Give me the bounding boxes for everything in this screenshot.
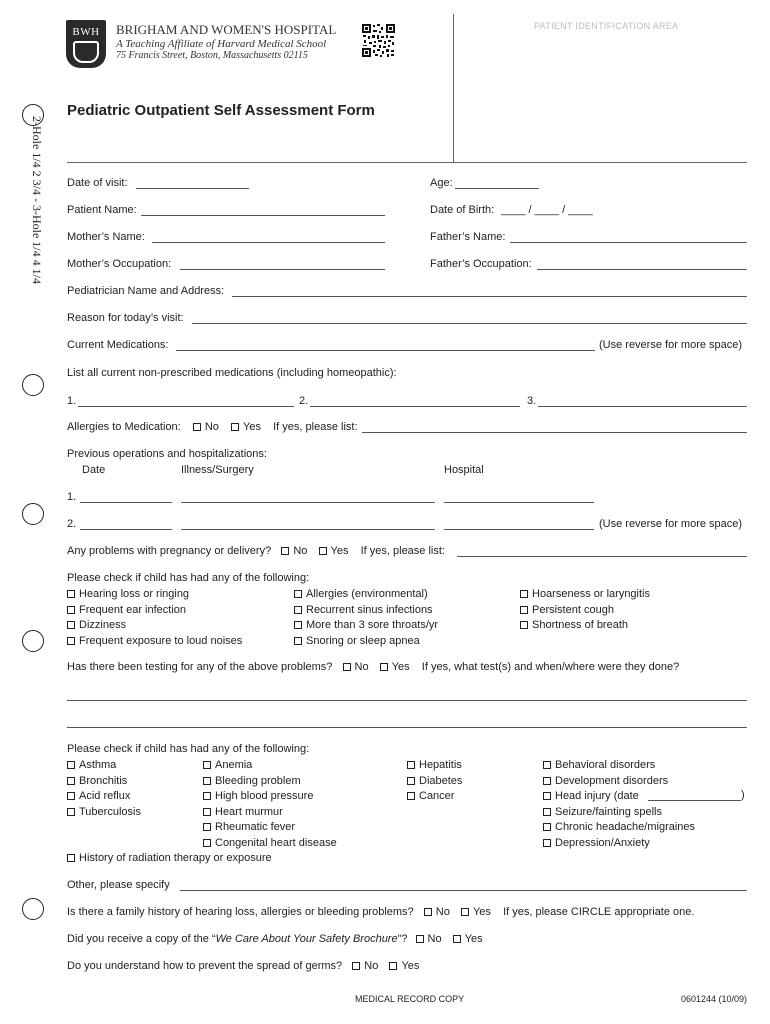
conditions-2-heading: Please check if child has had any of the following: <box>67 743 310 755</box>
condition-checkbox[interactable] <box>543 792 551 800</box>
condition-checkbox[interactable] <box>203 808 211 816</box>
allergies-if-yes-label: If yes, please list: <box>273 421 358 433</box>
condition-label: Asthma <box>79 759 117 771</box>
condition-item[interactable] <box>407 759 462 772</box>
family-history-yes-label: Yes <box>472 906 491 918</box>
pregnancy-no-checkbox[interactable] <box>281 547 289 555</box>
condition-checkbox[interactable] <box>67 792 75 800</box>
date-of-birth-field[interactable]: ____ / ____ / ____ <box>501 204 593 216</box>
radiation-row <box>67 852 272 865</box>
condition-label: Hepatitis <box>419 759 462 771</box>
germs-question: Do you understand how to prevent the spread of germs? <box>67 960 343 972</box>
condition-item[interactable] <box>67 775 127 788</box>
condition-checkbox[interactable] <box>520 606 528 614</box>
germs-no-checkbox[interactable] <box>352 962 360 970</box>
condition-item[interactable] <box>67 806 141 819</box>
condition-checkbox[interactable] <box>67 637 75 645</box>
ops-hospital-field-2[interactable] <box>444 529 594 530</box>
header-rule <box>67 162 747 163</box>
condition-label: More than 3 sore throats/yr <box>306 619 439 631</box>
condition-item[interactable] <box>543 790 639 803</box>
condition-checkbox[interactable] <box>543 839 551 847</box>
condition-label: Head injury (date <box>555 790 639 802</box>
testing-field-1[interactable] <box>67 700 747 701</box>
nonrx-field-1[interactable] <box>78 406 294 407</box>
condition-checkbox[interactable] <box>67 590 75 598</box>
affiliation: A Teaching Affiliate of Harvard Medical School <box>116 38 327 50</box>
id-area-divider <box>453 14 454 162</box>
brochure-title: We Care About Your Safety Brochure <box>215 933 398 945</box>
condition-item[interactable] <box>294 588 428 601</box>
condition-item[interactable] <box>203 806 283 819</box>
condition-label: Bronchitis <box>79 774 128 787</box>
condition-label: Frequent ear infection <box>79 603 187 616</box>
current-medications-label: Current Medications: <box>67 339 169 351</box>
condition-item[interactable] <box>543 821 695 834</box>
condition-label: Hearing loss or ringing <box>79 588 190 600</box>
condition-label: Diabetes <box>419 774 463 787</box>
family-history-label: Is there a family history of hearing loss, allergies or bleeding problems? <box>67 906 414 918</box>
brochure-yes-checkbox[interactable] <box>453 935 461 943</box>
allergies-row <box>67 421 358 434</box>
condition-label: Depression/Anxiety <box>555 836 650 849</box>
condition-item[interactable] <box>67 604 186 617</box>
condition-checkbox[interactable] <box>203 839 211 847</box>
mothers-occupation-field[interactable] <box>180 269 385 270</box>
allergies-yes-checkbox[interactable] <box>231 423 239 431</box>
ops-hospital-field-1[interactable] <box>444 502 594 503</box>
condition-label: Allergies (environmental) <box>306 588 428 600</box>
pediatrician-label: Pediatrician Name and Address: <box>67 285 225 297</box>
testing-row <box>67 661 679 674</box>
condition-item[interactable] <box>407 790 454 803</box>
condition-item[interactable] <box>294 604 433 617</box>
reason-field[interactable] <box>192 323 747 324</box>
age-label: Age: <box>430 177 453 189</box>
condition-label: Congenital heart disease <box>215 836 337 849</box>
logo-emblem <box>73 41 99 63</box>
age-field[interactable] <box>455 188 539 189</box>
condition-checkbox[interactable] <box>520 590 528 598</box>
allergies-list-field[interactable] <box>362 432 747 433</box>
pregnancy-if-yes-label: If yes, please list: <box>360 545 445 557</box>
mothers-name-label: Mother’s Name: <box>67 231 145 243</box>
condition-checkbox[interactable] <box>203 761 211 769</box>
condition-checkbox[interactable] <box>67 761 75 769</box>
condition-checkbox[interactable] <box>407 792 415 800</box>
form-number: 0601244 (10/09) <box>681 994 748 1004</box>
ops-col-date: Date <box>82 464 106 476</box>
punch-hole <box>22 630 44 652</box>
condition-checkbox[interactable] <box>543 823 551 831</box>
condition-label: Heart murmur <box>215 805 283 818</box>
ops-col-illness: Illness/Surgery <box>181 464 254 476</box>
testing-field-2[interactable] <box>67 727 747 728</box>
conditions-1-heading: Please check if child has had any of the following: <box>67 572 310 584</box>
bwh-logo <box>66 20 106 68</box>
condition-label: Persistent cough <box>532 603 614 616</box>
condition-item[interactable] <box>203 837 337 850</box>
pediatrician-field[interactable] <box>232 296 747 297</box>
testing-yes-checkbox[interactable] <box>380 663 388 671</box>
condition-item[interactable] <box>67 635 242 648</box>
condition-item[interactable] <box>543 837 650 850</box>
condition-item[interactable] <box>67 790 130 803</box>
nonrx-field-3[interactable] <box>538 406 747 407</box>
date-of-birth-label: Date of Birth: <box>430 204 495 216</box>
family-history-yes-checkbox[interactable] <box>461 908 469 916</box>
condition-checkbox[interactable] <box>520 621 528 629</box>
other-specify-label: Other, please specify <box>67 879 170 891</box>
fathers-name-field[interactable] <box>510 242 747 243</box>
brochure-yes-label: Yes <box>464 933 483 945</box>
non-prescribed-label: List all current non-prescribed medications (including homeopathic): <box>67 367 397 379</box>
previous-operations-label: Previous operations and hospitalizations: <box>67 448 267 460</box>
use-reverse-note: (Use reverse for more space) <box>599 339 743 351</box>
condition-item[interactable] <box>203 775 301 788</box>
testing-label: Has there been testing for any of the above problems? <box>67 661 333 673</box>
pregnancy-label: Any problems with pregnancy or delivery? <box>67 545 272 557</box>
reason-label: Reason for today’s visit: <box>67 312 184 324</box>
testing-no-label: No <box>354 661 369 673</box>
allergies-label: Allergies to Medication: <box>67 421 181 433</box>
punch-hole <box>22 898 44 920</box>
condition-item[interactable] <box>543 806 662 819</box>
condition-item[interactable] <box>407 775 462 788</box>
condition-item[interactable] <box>67 619 126 632</box>
condition-label: High blood pressure <box>215 790 314 802</box>
other-specify-field[interactable] <box>180 890 747 891</box>
ops-date-field-2[interactable] <box>80 529 172 530</box>
germs-yes-checkbox[interactable] <box>389 962 397 970</box>
patient-id-area-label: PATIENT IDENTIFICATION AREA <box>534 21 679 31</box>
condition-checkbox[interactable] <box>543 777 551 785</box>
hole-margin-text: 2-Hole 1/4 2 3/4 - 3-Hole 1/4 4 1/4 <box>30 116 44 284</box>
radiation-checkbox[interactable] <box>67 854 75 862</box>
condition-item[interactable] <box>67 759 116 772</box>
hospital-name: BRIGHAM AND WOMEN'S HOSPITAL <box>116 22 337 37</box>
condition-checkbox[interactable] <box>67 777 75 785</box>
current-medications-field[interactable] <box>176 350 595 351</box>
ops-illness-field-2[interactable] <box>181 529 435 530</box>
condition-checkbox[interactable] <box>407 761 415 769</box>
family-history-no-label: No <box>435 906 450 918</box>
date-of-visit-field[interactable] <box>136 188 249 189</box>
condition-checkbox[interactable] <box>294 606 302 614</box>
ops-col-hospital: Hospital <box>444 464 484 476</box>
hospital-address: 75 Francis Street, Boston, Massachusetts 02115 <box>116 50 308 61</box>
family-history-no-checkbox[interactable] <box>424 908 432 916</box>
condition-item[interactable] <box>203 759 252 772</box>
form-title: Pediatric Outpatient Self Assessment Form <box>67 102 375 119</box>
condition-label: Frequent exposure to loud noises <box>79 634 243 647</box>
patient-name-label: Patient Name: <box>67 204 137 216</box>
pregnancy-yes-label: Yes <box>330 545 349 557</box>
condition-checkbox[interactable] <box>294 590 302 598</box>
fathers-occupation-field[interactable] <box>537 269 747 270</box>
ops-date-field-1[interactable] <box>80 502 172 503</box>
ops-illness-field-1[interactable] <box>181 502 435 503</box>
condition-label: Cancer <box>419 790 455 802</box>
patient-name-field[interactable] <box>141 215 385 216</box>
pregnancy-yes-checkbox[interactable] <box>319 547 327 555</box>
testing-yes-label: Yes <box>391 661 410 673</box>
condition-label: Acid reflux <box>79 790 131 802</box>
allergies-no-checkbox[interactable] <box>193 423 201 431</box>
germs-no-label: No <box>364 960 379 972</box>
allergies-yes-label: Yes <box>243 421 261 433</box>
condition-checkbox[interactable] <box>407 777 415 785</box>
condition-checkbox[interactable] <box>294 621 302 629</box>
condition-label: Rheumatic fever <box>215 821 296 833</box>
ops-use-reverse-note: (Use reverse for more space) <box>599 518 743 530</box>
fathers-occupation-label: Father’s Occupation: <box>430 258 532 270</box>
condition-label: Bleeding problem <box>215 774 301 787</box>
condition-item[interactable] <box>543 775 668 788</box>
fathers-name-label: Father’s Name: <box>430 231 506 243</box>
condition-checkbox[interactable] <box>67 621 75 629</box>
medical-record-copy: MEDICAL RECORD COPY <box>355 994 465 1004</box>
condition-item[interactable] <box>520 588 650 601</box>
logo-text: BWH <box>72 26 100 38</box>
condition-label: Seizure/fainting spells <box>555 805 663 818</box>
brochure-row <box>67 933 483 946</box>
condition-label: Hoarseness or laryngitis <box>532 588 650 600</box>
condition-item[interactable] <box>203 790 313 803</box>
brochure-no-checkbox[interactable] <box>416 935 424 943</box>
condition-item[interactable] <box>294 619 438 632</box>
allergies-no-label: No <box>204 421 219 433</box>
pregnancy-list-field[interactable] <box>457 556 747 557</box>
condition-label: Anemia <box>215 759 253 771</box>
date-of-visit-label: Date of visit: <box>67 177 128 189</box>
condition-item[interactable] <box>520 604 614 617</box>
head-injury-close-paren: ) <box>741 789 745 801</box>
condition-label: Tuberculosis <box>79 805 141 818</box>
nonrx-num-3: 3. <box>527 395 537 407</box>
condition-checkbox[interactable] <box>543 808 551 816</box>
testing-no-checkbox[interactable] <box>343 663 351 671</box>
ops-num-1: 1. <box>67 491 77 503</box>
nonrx-num-2: 2. <box>299 395 309 407</box>
condition-item[interactable] <box>543 759 655 772</box>
condition-checkbox[interactable] <box>203 823 211 831</box>
condition-checkbox[interactable] <box>294 637 302 645</box>
condition-checkbox[interactable] <box>203 792 211 800</box>
condition-checkbox[interactable] <box>543 761 551 769</box>
condition-label: Shortness of breath <box>532 619 629 631</box>
punch-hole <box>22 374 44 396</box>
nonrx-field-2[interactable] <box>310 406 520 407</box>
head-injury-date-field[interactable] <box>648 800 741 801</box>
mothers-occupation-label: Mother’s Occupation: <box>67 258 172 270</box>
germs-row <box>67 960 419 973</box>
condition-label: Recurrent sinus infections <box>306 603 433 616</box>
family-history-row <box>67 906 694 919</box>
ops-num-2: 2. <box>67 518 77 530</box>
germs-yes-label: Yes <box>401 960 420 972</box>
punch-hole <box>22 503 44 525</box>
condition-checkbox[interactable] <box>67 808 75 816</box>
condition-label: Development disorders <box>555 774 669 787</box>
condition-label: Dizziness <box>79 619 127 631</box>
brochure-question-post: ”? <box>397 933 408 945</box>
pregnancy-no-label: No <box>293 545 308 557</box>
testing-followup-label: If yes, what test(s) and when/where were they done? <box>421 661 680 673</box>
qr-code-icon <box>361 23 396 58</box>
family-history-followup: If yes, please CIRCLE appropriate one. <box>503 906 695 918</box>
nonrx-num-1: 1. <box>67 395 77 407</box>
mothers-name-field[interactable] <box>152 242 385 243</box>
brochure-question-pre: Did you receive a copy of the “ <box>67 933 216 945</box>
brochure-no-label: No <box>427 933 442 945</box>
condition-label: Chronic headache/migraines <box>555 821 696 833</box>
condition-label: Behavioral disorders <box>555 759 656 771</box>
condition-checkbox[interactable] <box>67 606 75 614</box>
pregnancy-row <box>67 545 445 558</box>
condition-item[interactable] <box>203 821 295 834</box>
condition-item[interactable] <box>294 635 420 648</box>
condition-item[interactable] <box>67 588 189 601</box>
condition-item[interactable] <box>520 619 628 632</box>
condition-label: Snoring or sleep apnea <box>306 634 420 647</box>
radiation-label: History of radiation therapy or exposure <box>79 852 272 864</box>
condition-checkbox[interactable] <box>203 777 211 785</box>
